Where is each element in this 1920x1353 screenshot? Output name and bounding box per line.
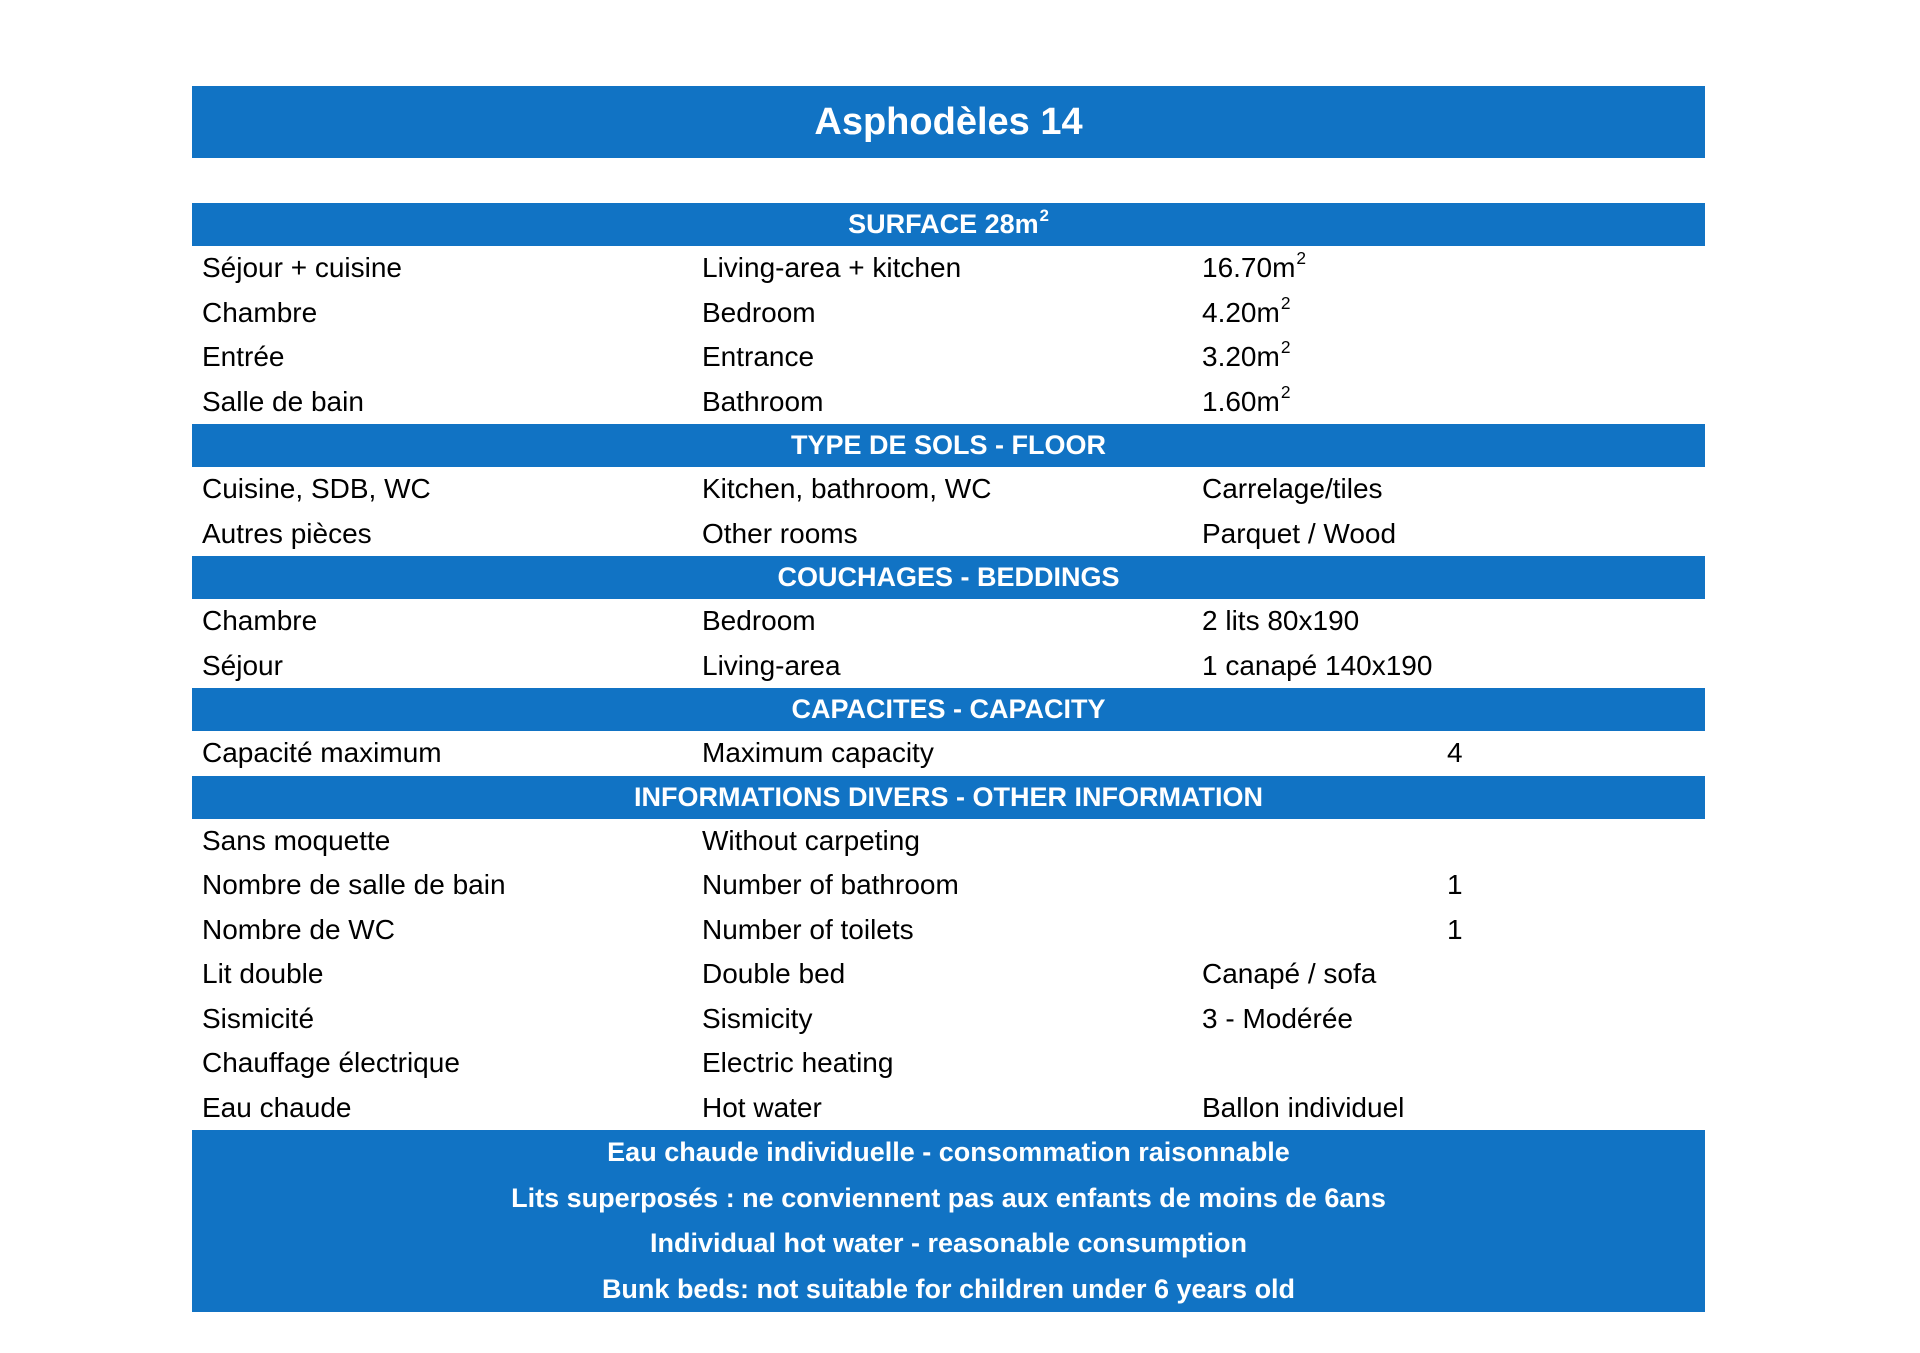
label-fr: Cuisine, SDB, WC [202,473,431,505]
superscript: 2 [1296,248,1307,269]
value [1202,958,1447,990]
label-en: Double bed [702,958,846,990]
label-en: Without carpeting [702,824,920,856]
superscript: 2 [1039,205,1049,225]
table-row [192,997,1705,1042]
label-fr: Chauffage électrique [202,1047,460,1079]
label-fr: Lit double [202,958,324,990]
label-en: Maximum capacity [702,737,934,769]
table-row [192,1086,1705,1131]
label-en: Bedroom [702,296,816,328]
property-info-sheet [192,86,1705,1312]
footer-note-line: Lits superposés : ne conviennent pas aux enfants de moins de 6ans [511,1182,1386,1213]
label-fr: Autres pièces [202,517,372,549]
section-header-surface [192,203,1705,246]
label-en: Other rooms [702,517,858,549]
section-header-label: SURFACE 28m [848,209,1039,239]
value-text: 1 canapé 140x190 [1202,649,1433,681]
label-fr: Sans moquette [202,824,391,856]
value-number: 1 [1447,869,1463,901]
table-row [192,644,1705,689]
value-text: Ballon individuel [1202,1091,1405,1123]
label-en: Living-area [702,649,841,681]
table-row [192,335,1705,380]
table-row [192,952,1705,997]
value-text: Canapé / sofa [1202,958,1377,990]
table-row [192,467,1705,512]
label-en: Number of toilets [702,913,914,945]
value [1202,518,1447,550]
value-text: 16.70m [1202,252,1296,284]
footer-note-line: Bunk beds: not suitable for children under 6 years old [601,1273,1296,1304]
footer-note-line: Individual hot water - reasonable consumption [649,1228,1248,1258]
label-en: Sismicity [702,1002,813,1034]
table-row [192,908,1705,953]
label-fr: Chambre [202,296,318,328]
label-fr: Séjour [202,649,283,681]
value-number: 4 [1447,737,1463,769]
label-fr: Nombre de salle de bain [202,869,506,901]
label-en: Living-area + kitchen [702,252,962,284]
page-title: Asphodèles 14 [814,101,1083,143]
table-row [192,380,1705,425]
label-fr: Nombre de WC [202,913,395,945]
value [1202,381,1447,418]
value [1202,650,1447,682]
section-header-label: CAPACITES - CAPACITY [791,694,1106,724]
value [1202,1003,1447,1035]
table-row [192,1041,1705,1086]
value [1202,473,1447,505]
table-row [192,599,1705,644]
label-fr: Sismicité [202,1002,315,1034]
value [1202,1092,1447,1124]
table-row [192,819,1705,864]
value-text: 3.20m [1202,341,1280,373]
value-text: 3 - Modérée [1202,1002,1353,1034]
value [1202,292,1447,329]
value [1202,248,1447,284]
value-text: 4.20m [1202,296,1280,328]
value-text: 2 lits 80x190 [1202,605,1360,637]
section-header-other-information [192,776,1705,819]
label-en: Electric heating [702,1047,894,1079]
value [1202,337,1447,373]
section-header-label: TYPE DE SOLS - FLOOR [790,430,1107,460]
label-fr: Salle de bain [202,385,364,417]
label-en: Number of bathroom [702,869,959,901]
label-fr: Chambre [202,605,318,637]
superscript: 2 [1280,292,1291,313]
section-header-label: INFORMATIONS DIVERS - OTHER INFORMATION [634,781,1263,812]
value [1202,605,1447,637]
label-en: Hot water [702,1091,822,1123]
label-en: Bedroom [702,605,816,637]
value-text: 1.60m [1202,385,1280,417]
superscript: 2 [1280,337,1291,358]
section-header-label: COUCHAGES - BEDDINGS [777,562,1120,592]
table-row [192,512,1705,557]
table-row [192,731,1705,776]
footer-note-line: Eau chaude individuelle - consommation raisonnable [607,1137,1290,1167]
section-header-capacity [192,688,1705,731]
label-fr: Séjour + cuisine [202,252,403,284]
superscript: 2 [1280,381,1291,402]
title-bar [192,86,1705,158]
section-header-floor [192,424,1705,467]
label-fr: Capacité maximum [202,737,442,769]
value-text: Parquet / Wood [1202,517,1397,549]
label-en: Kitchen, bathroom, WC [702,473,992,505]
section-header-beddings [192,556,1705,599]
label-en: Bathroom [702,385,824,417]
table-row [192,863,1705,908]
label-en: Entrance [702,341,815,373]
label-fr: Entrée [202,341,285,373]
table-row [192,246,1705,291]
table-row [192,291,1705,336]
value-number: 1 [1447,913,1463,945]
footer-notes [192,1130,1705,1312]
value-text: Carrelage/tiles [1202,473,1383,505]
label-fr: Eau chaude [202,1091,352,1123]
